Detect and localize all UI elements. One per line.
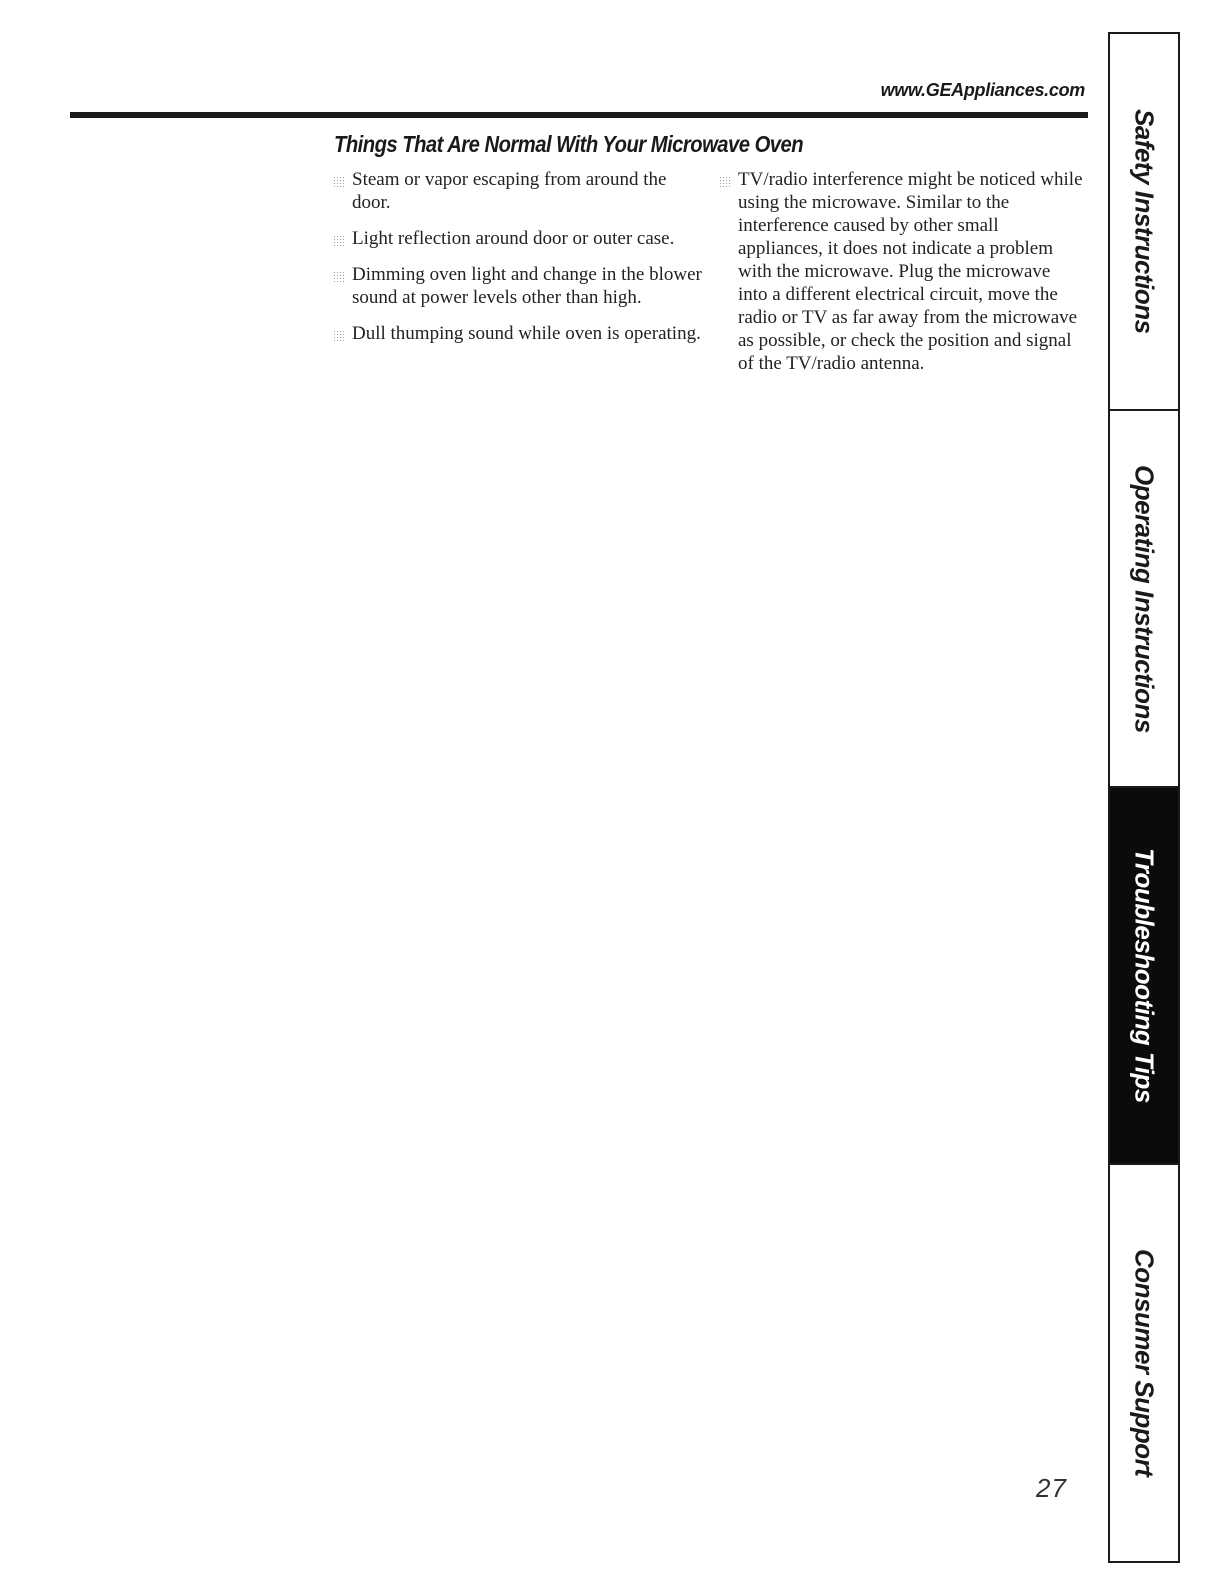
left-column xyxy=(333,168,703,358)
list-item-text: Dimming oven light and change in the blower sound at power levels other than high. xyxy=(352,264,702,308)
tab-operating-instructions[interactable] xyxy=(1110,411,1178,788)
tab-troubleshooting-tips[interactable] xyxy=(1110,788,1178,1165)
header-rule xyxy=(70,112,1088,118)
bullet-icon xyxy=(333,330,345,341)
list-item xyxy=(333,322,703,345)
site-url: www.GEAppliances.com xyxy=(880,80,1085,100)
list-item-text: Steam or vapor escaping from around the door. xyxy=(352,169,667,213)
list-item xyxy=(333,227,703,250)
list-item-text: Light reflection around door or outer case. xyxy=(352,228,675,249)
bullet-icon xyxy=(333,271,345,282)
section-title: Things That Are Normal With Your Microwave Oven xyxy=(334,131,804,157)
bullet-icon xyxy=(719,176,731,187)
list-item xyxy=(719,168,1084,375)
tab-label: Consumer Support xyxy=(1129,1249,1160,1477)
list-item xyxy=(333,168,703,214)
tab-label: Operating Instructions xyxy=(1129,464,1160,733)
tab-consumer-support[interactable] xyxy=(1110,1165,1178,1561)
section-tabs xyxy=(1108,32,1180,1563)
list-item-text: TV/radio interference might be noticed while using the microwave. Similar to the interference caused by other small appliances, it does not indicate a problem with the microwave. Plug the microwave into a different electrical circuit, move the radio or TV as far away from the microwave as possible, or check the position and signal of the TV/radio antenna. xyxy=(738,169,1083,374)
right-column xyxy=(719,168,1084,388)
tab-label: Safety Instructions xyxy=(1129,109,1160,334)
list-item-text: Dull thumping sound while oven is operating. xyxy=(352,323,701,344)
bullet-icon xyxy=(333,176,345,187)
list-item xyxy=(333,263,703,309)
bullet-icon xyxy=(333,235,345,246)
tab-label: Troubleshooting Tips xyxy=(1129,848,1160,1103)
tab-safety-instructions[interactable] xyxy=(1110,34,1178,411)
page-number: 27 xyxy=(1036,1473,1067,1503)
